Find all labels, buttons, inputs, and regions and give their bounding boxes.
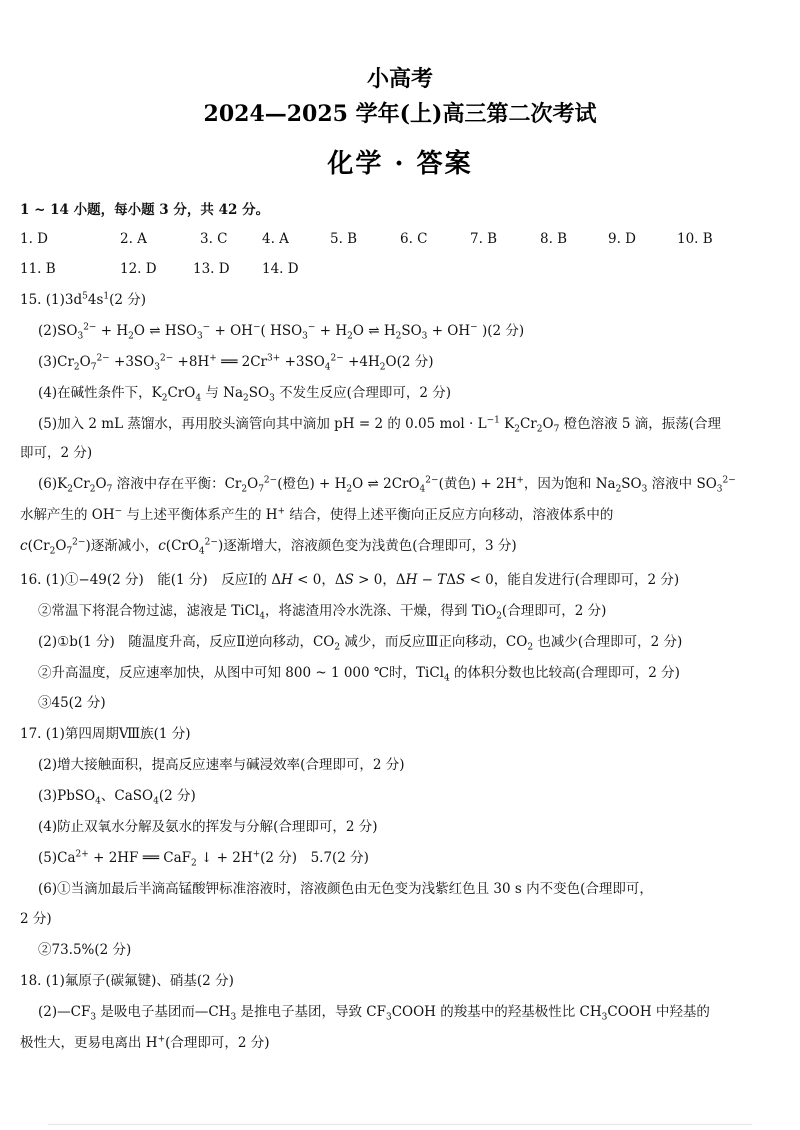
- answer-line: $(2)SO_3^{2-} + H_2O$ ⇌ $HSO_3^- + OH^-$( $HSO_3^- + H_2O$ ⇌ $H_2SO_3 + OH^-$ )(2 分): [38, 322, 525, 342]
- answer-line: 极性大，更易电离出 H+(合理即可，2 分): [20, 1034, 270, 1051]
- answer-line: 即可，2 分): [20, 445, 93, 461]
- mc-answer: 10. B: [677, 231, 713, 247]
- answer-line: $(6)K_2Cr_2O_7$ 溶液中存在平衡：$Cr_2O_7^{2-}$(橙色) + $H_2O$ ⇌ 2CrO$_4^{2-}$(黄色) + 2H+，因为饱和 $Na_2SO_3$ 溶液中 $SO_3^{2-}$: [38, 475, 736, 495]
- answer-line: 18. (1)氟原子(碳氟键)、硝基(2 分): [20, 973, 234, 989]
- mc-answer: 1. D: [20, 231, 48, 247]
- mc-answer: 4. A: [262, 231, 289, 247]
- answer-line: ②73.5%(2 分): [38, 942, 132, 958]
- answer-line: (4)防止双氧水分解及氨水的挥发与分解(合理即可，2 分): [38, 819, 378, 835]
- mc-intro: 1 ~ 14 小题，每小题 3 分，共 42 分。: [20, 202, 270, 218]
- mc-answer: 9. D: [608, 231, 636, 247]
- brand-title: 小高考: [366, 66, 433, 92]
- subject-title: 化学 · 答案: [327, 149, 473, 179]
- answer-line: 17. (1)第四周期Ⅷ族(1 分): [20, 726, 191, 742]
- mc-answer: 13. D: [193, 261, 230, 277]
- answer-line: ③45(2 分): [38, 695, 106, 711]
- answer-line: (2)①b(1 分) 随温度升高，反应Ⅱ逆向移动，$CO_2$ 减少，而反应Ⅲ正向移动，$CO_2$ 也减少(合理即可，2 分): [38, 634, 683, 653]
- mc-answer: 14. D: [262, 261, 299, 277]
- answer-line: 16. (1)①−49(2 分) 能(1 分) 反应Ⅰ的 ΔH < 0，ΔS > 0，ΔH − TΔS < 0，能自发进行(合理即可，2 分): [20, 572, 680, 588]
- answer-line: 2 分): [20, 911, 52, 927]
- answer-line: $(2)—CF_3$ 是吸电子基团而$—CH_3$ 是推电子基团，导致 $CF_3COOH$ 的羧基中的羟基极性比 $CH_3COOH$ 中羟基的: [38, 1004, 710, 1023]
- answer-line: (4)在碱性条件下，$K_2CrO_4$ 与 $Na_2SO_3$ 不发生反应(合理即可，2 分): [38, 385, 452, 404]
- answer-line: $c(Cr_2O_7^{2-})$逐渐减小，c(CrO$_4^{2-}$)逐渐增大，溶液颜色变为浅黄色(合理即可，3 分): [20, 537, 517, 557]
- answer-line: $(3)Cr_2O_7^{2-} +3SO_3^{2-} +8H^+$ ══ $2Cr^{3+} +3SO_4^{2-} +4H_2O(2$ 分): [38, 353, 434, 373]
- footer-divider: [48, 1124, 752, 1125]
- exam-title: 2024—2025 学年(上)高三第二次考试: [203, 101, 597, 127]
- mc-answer: 12. D: [120, 261, 157, 277]
- mc-answer: 2. A: [120, 231, 147, 247]
- answer-line: ②升高温度，反应速率加快，从图中可知 800 ~ 1 000 ℃时，TiCl$_4$ 的体积分数也比较高(合理即可，2 分): [38, 665, 680, 684]
- answer-line: ②常温下将混合物过滤，滤液是 TiCl$_4$，将滤渣用冷水洗涤、干燥，得到 TiO$_2$(合理即可，2 分): [38, 603, 607, 622]
- answer-line: (2)增大接触面积，提高反应速率与碱浸效率(合理即可，2 分): [38, 757, 405, 773]
- answer-line: 15. $(1)3d^54s^1(2$ 分): [20, 291, 147, 308]
- mc-answer: 6. C: [400, 231, 428, 247]
- mc-answer: 8. B: [540, 231, 568, 247]
- mc-answer: 7. B: [470, 231, 498, 247]
- answer-line: (5)加入 2 mL 蒸馏水，再用胶头滴管向其中滴加 pH = 2 的 0.05 mol · $L^{-1}$ $K_2Cr_2O_7$ 橙色溶液 5 滴，振荡(合理: [38, 415, 722, 435]
- mc-answer: 5. B: [330, 231, 358, 247]
- mc-answer: 11. B: [20, 261, 56, 277]
- mc-answer: 3. C: [200, 231, 228, 247]
- answer-line: 水解产生的 OH− 与上述平衡体系产生的 H+ 结合，使得上述平衡向正反应方向移动，溶液体系中的: [20, 506, 614, 523]
- answer-line: $(5)Ca^{2+} + 2HF$ ══ CaF$_2$ ↓ + 2H+(2 分) 5.7(2 分): [38, 849, 369, 869]
- answer-line: (3)PbSO$_4$、CaSO$_4$(2 分): [38, 788, 196, 807]
- answer-line: (6)①当滴加最后半滴高锰酸钾标准溶液时，溶液颜色由无色变为浅紫红色且 30 s 内不变色(合理即可，: [38, 881, 653, 897]
